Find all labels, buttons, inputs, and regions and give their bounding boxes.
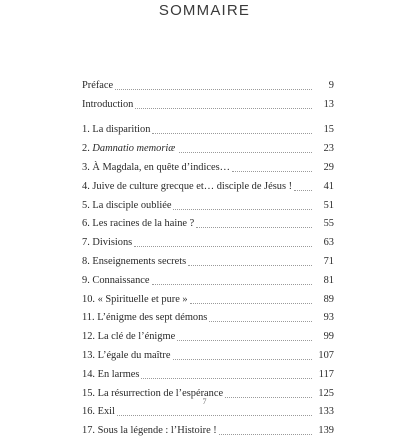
toc-entry-number: 6. bbox=[82, 218, 93, 230]
table-of-contents bbox=[82, 73, 334, 437]
toc-entry-text: Enseignements secrets bbox=[92, 255, 187, 267]
toc-entry-title bbox=[82, 256, 188, 268]
toc-entry-title bbox=[82, 369, 141, 381]
toc-dot-leader bbox=[152, 133, 312, 134]
toc-entry-page: 81 bbox=[323, 274, 334, 286]
toc-entry-number: 8. bbox=[82, 255, 93, 267]
toc-entry bbox=[82, 306, 334, 325]
toc-entry-number: 16. bbox=[82, 406, 98, 418]
toc-entry-page: 15 bbox=[323, 124, 334, 136]
toc-entry-page: 71 bbox=[323, 255, 334, 267]
toc-entry-title bbox=[82, 406, 117, 418]
toc-entry-text: Introduction bbox=[82, 98, 134, 110]
toc-entry-number: 17. bbox=[82, 425, 98, 437]
toc-entry bbox=[82, 212, 334, 231]
toc-dot-leader bbox=[152, 284, 312, 285]
toc-dot-leader bbox=[188, 265, 312, 266]
toc-entry-page: 9 bbox=[328, 79, 334, 91]
toc-entry-title bbox=[82, 425, 219, 437]
toc-entry-number: 5. bbox=[82, 199, 93, 211]
toc-entry-page: 51 bbox=[323, 199, 334, 211]
toc-entry-title bbox=[82, 124, 152, 136]
toc-dot-leader bbox=[294, 190, 312, 191]
toc-entry-text: « Spirituelle et pure » bbox=[97, 293, 188, 305]
toc-entry bbox=[82, 268, 334, 287]
toc-dot-leader bbox=[232, 171, 312, 172]
toc-dot-leader bbox=[179, 152, 312, 153]
toc-entry-page: 29 bbox=[323, 161, 334, 173]
toc-entry bbox=[82, 118, 334, 137]
toc-entry bbox=[82, 174, 334, 193]
toc-entry bbox=[82, 155, 334, 174]
toc-entry-text: La disparition bbox=[92, 124, 151, 136]
toc-entry bbox=[82, 343, 334, 362]
toc-entry-title bbox=[82, 312, 209, 324]
toc-entry bbox=[82, 136, 334, 155]
toc-entry-number: 2. bbox=[82, 143, 93, 155]
toc-entry-title bbox=[82, 275, 152, 287]
toc-entry bbox=[82, 193, 334, 212]
toc-entry bbox=[82, 249, 334, 268]
toc-entry-number: 3. bbox=[82, 161, 93, 173]
toc-entry-text: Préface bbox=[82, 79, 114, 91]
page-title: SOMMAIRE bbox=[158, 2, 251, 19]
toc-entry-page: 89 bbox=[323, 293, 334, 305]
toc-entry bbox=[82, 73, 334, 92]
toc-entry-number: 10. bbox=[82, 293, 98, 305]
toc-entry-text: Juive de culture grecque et… disciple de Jésus ! bbox=[92, 180, 293, 192]
toc-dot-leader bbox=[177, 340, 312, 341]
toc-entry-text: La disciple oubliée bbox=[92, 199, 172, 211]
toc-entry-number: 9. bbox=[82, 274, 93, 286]
toc-entry-number: 12. bbox=[82, 331, 98, 343]
toc-entry-text: L’énigme des sept démons bbox=[97, 312, 208, 324]
toc-entry-title bbox=[82, 350, 173, 362]
toc-dot-leader bbox=[173, 209, 312, 210]
toc-entry bbox=[82, 362, 334, 381]
toc-entry-text: À Magdala, en quête d’indices… bbox=[92, 161, 231, 173]
toc-entry-page: 41 bbox=[323, 180, 334, 192]
toc-entry-number: 7. bbox=[82, 237, 93, 249]
toc-entry-title bbox=[82, 181, 294, 193]
toc-entry bbox=[82, 287, 334, 306]
toc-entry bbox=[82, 92, 334, 111]
toc-entry-title bbox=[82, 200, 173, 212]
toc-entry-number: 15. bbox=[82, 387, 98, 399]
toc-entry-page: 139 bbox=[318, 425, 334, 437]
toc-entry-page: 93 bbox=[323, 312, 334, 324]
toc-dot-leader bbox=[190, 303, 312, 304]
toc-entry-number: 1. bbox=[82, 124, 93, 136]
toc-dot-leader bbox=[173, 359, 313, 360]
toc-entry bbox=[82, 230, 334, 249]
toc-entry-number: 11. bbox=[82, 312, 98, 324]
toc-dot-leader bbox=[135, 108, 312, 109]
toc-entry-page: 107 bbox=[318, 349, 334, 361]
toc-dot-leader bbox=[117, 415, 312, 416]
toc-dot-leader bbox=[196, 227, 312, 228]
toc-entry-page: 117 bbox=[318, 368, 334, 380]
toc-entry-page: 63 bbox=[323, 237, 334, 249]
toc-entry-text: Exil bbox=[97, 406, 115, 418]
toc-entry-page: 125 bbox=[318, 387, 334, 399]
toc-entry-text: La résurrection de l’espérance bbox=[97, 387, 224, 399]
toc-entry-text: Damnatio memoriæ bbox=[92, 143, 176, 155]
toc-entry-title bbox=[82, 218, 196, 230]
toc-entry-text: Divisions bbox=[92, 237, 133, 249]
toc-entry-page: 13 bbox=[323, 98, 334, 110]
toc-entry-number: 14. bbox=[82, 368, 98, 380]
toc-dot-leader bbox=[209, 321, 312, 322]
toc-entry-text: Sous la légende : l’Histoire ! bbox=[97, 425, 217, 437]
toc-entry-title bbox=[82, 294, 190, 306]
toc-entry bbox=[82, 418, 334, 437]
toc-entry bbox=[82, 324, 334, 343]
toc-entry-title bbox=[82, 143, 179, 155]
toc-entry-title bbox=[82, 237, 134, 249]
toc-dot-leader bbox=[115, 89, 312, 90]
toc-dot-leader bbox=[141, 378, 312, 379]
toc-entry-text: En larmes bbox=[97, 368, 140, 380]
toc-entry-page: 55 bbox=[323, 218, 334, 230]
toc-entry-text: L’égale du maître bbox=[97, 349, 171, 361]
page-number: 7 bbox=[202, 397, 207, 406]
toc-entry-title bbox=[82, 331, 177, 343]
toc-entry-page: 23 bbox=[323, 143, 334, 155]
toc-entry-number: 13. bbox=[82, 349, 98, 361]
toc-entry-title bbox=[82, 80, 115, 92]
toc-entry-text: Connaissance bbox=[92, 274, 150, 286]
toc-entry-page: 133 bbox=[318, 406, 334, 418]
toc-dot-leader bbox=[134, 246, 312, 247]
toc-entry-text: Les racines de la haine ? bbox=[92, 218, 195, 230]
toc-entry-title bbox=[82, 162, 232, 174]
toc-entry-number: 4. bbox=[82, 180, 93, 192]
toc-entry-text: La clé de l’énigme bbox=[97, 331, 176, 343]
toc-entry-title bbox=[82, 99, 135, 111]
toc-entry-page: 99 bbox=[323, 331, 334, 343]
toc-dot-leader bbox=[219, 434, 312, 435]
